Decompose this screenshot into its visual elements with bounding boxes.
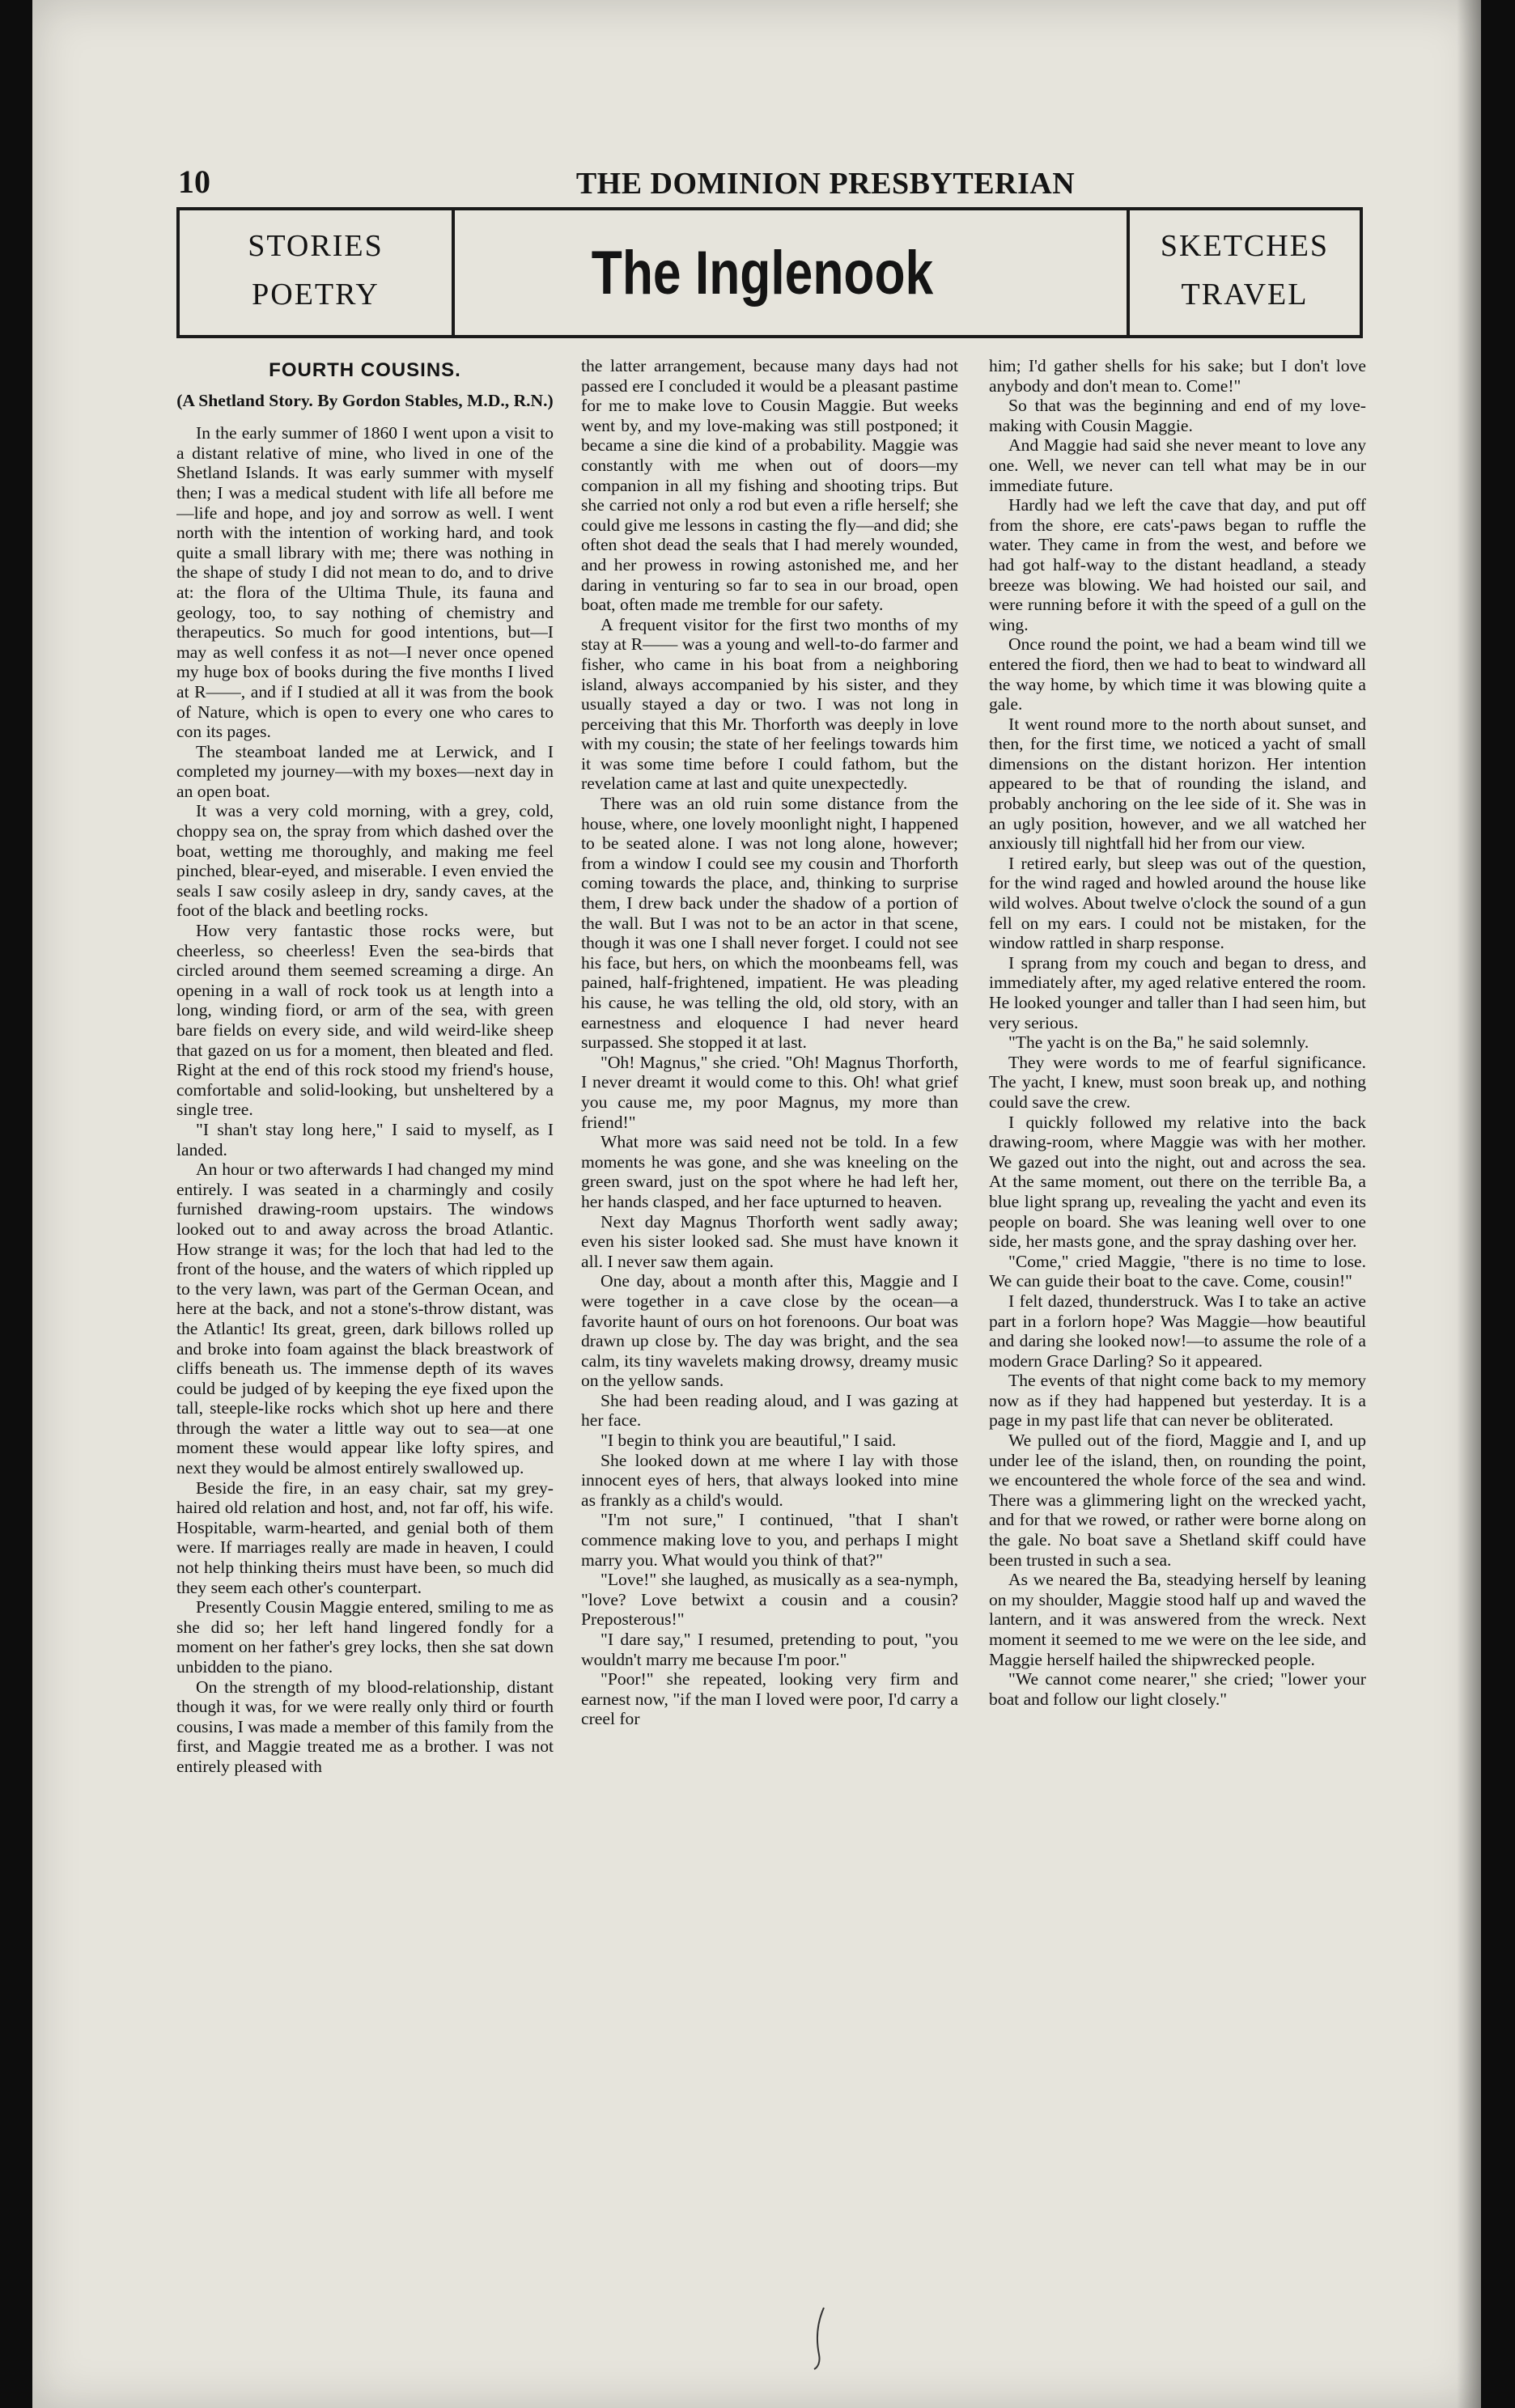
paragraph: Next day Magnus Thorforth went sadly away; even his sister looked sad. She must have known it all. I never saw them again.	[581, 1211, 958, 1271]
paragraph: I sprang from my couch and began to dress, and immediately after, my aged relative entered the room. He looked younger and taller than I had seen him, but very serious.	[989, 952, 1366, 1032]
paragraph: An hour or two afterwards I had changed my mind entirely. I was seated in a charmingly and cosily furnished drawing-room upstairs. The windows looked out to and away across the broad Atlantic. How strange it was; for the loch that had led to the front of the house, and the waters of which rippled up to the very lawn, was part of the German Ocean, and here at the back, and not a stone's-throw distant, was the Atlantic! Its great, green, dark billows rolled up and broke into foam against the black breastwork of cliffs beneath us. The immense depth of its waves could be judged of by keeping the eye fixed upon the tall, steeple-like rocks which shot up here and there through the water a little way out to sea—at one moment these would appear like lofty spires, and next they would be almost entirely swallowed up.	[176, 1159, 554, 1478]
paragraph: "Oh! Magnus," she cried. "Oh! Magnus Thorforth, I never dreamt it would come to this. Oh! what grief you cause me, my poor Magnus, my more than friend!"	[581, 1052, 958, 1132]
paragraph: him; I'd gather shells for his sake; but I don't love anybody and don't mean to. Come!"	[989, 356, 1366, 396]
paragraph: I felt dazed, thunderstruck. Was I to take an active part in a forlorn hope? Was Maggie—how beautiful and daring she looked now!—to assume the role of a modern Grace Darling? So it appeared.	[989, 1291, 1366, 1371]
paragraph: There was an old ruin some distance from the house, where, one lovely moonlight night, I happened to be seated alone. I was not long alone, however; from a window I could see my cousin and Thorforth coming towards the place, and, thinking to surprise them, I drew back under the shadow of a portion of the wall. But I was not to be an actor in that scene, though it was one I shall never forget. I could not see his face, but hers, on which the moonbeams fell, was pained, half-frightened, impatient. He was pleading his cause, he was telling the old, old story, with an earnestness and eloquence I had never heard surpassed. She stopped it at last.	[581, 794, 958, 1053]
paragraph: As we neared the Ba, steadying herself by leaning on my shoulder, Maggie stood half up and waved the lantern, and it was answered from the wreck. Next moment it seemed to me we were on the lee side, and Maggie herself hailed the shipwrecked people.	[989, 1570, 1366, 1669]
paragraph: the latter arrangement, because many days had not passed ere I concluded it would be a pleasant pastime for me to make love to Cousin Maggie. But weeks went by, and my love-making was still postponed; it became a sine die kind of a probability. Maggie was constantly with me when out of doors—my companion in all my fishing and shooting trips. But she carried not only a rod but even a rifle herself; she could give me lessons in casting the fly—and did; she often shot dead the seals that I had merely wounded, and her prowess in rowing astonished me, and her daring in venturing so far to sea in our broad, open boat, often made me tremble for our safety.	[581, 356, 958, 615]
paragraph: We pulled out of the fiord, Maggie and I, and up under lee of the island, then, on rounding the point, we encountered the whole force of the sea and wind. There was a glimmering light on the wrecked yacht, and for that we rowed, or rather were borne along on the gale. No boat save a Shetland skiff could have been trusted in such a sea.	[989, 1431, 1366, 1570]
paragraph: I retired early, but sleep was out of the question, for the wind raged and howled around the house like wild wolves. About twelve o'clock the sound of a gun fell on my ears. I could not be mistaken, for the window rattled in sharp response.	[989, 853, 1366, 953]
paragraph: "Love!" she laughed, as musically as a sea-nymph, "love? Love betwixt a cousin and a cousin? Preposterous!"	[581, 1570, 958, 1630]
banner-label-stories: STORIES	[248, 229, 384, 263]
paragraph: I quickly followed my relative into the back drawing-room, where Maggie was with her mother. We gazed out into the night, out and across the sea. At the same moment, out there on the terrible Ba, a blue light sprang up, revealing the yacht and even its people on board. She was leaning well over to one side, her masts gone, and the spray dashing over her.	[989, 1112, 1366, 1252]
paragraph: What more was said need not be told. In a few moments he was gone, and she was kneeling on the green sward, just on the spot where he had left her, her hands clasped, and her face upturned to heaven.	[581, 1132, 958, 1211]
page-edge-shadow	[1457, 0, 1481, 2408]
banner-right-box	[1127, 210, 1360, 335]
paragraph: The steamboat landed me at Lerwick, and I completed my journey—with my boxes—next day in an open boat.	[176, 741, 554, 801]
column-3	[989, 356, 1366, 2282]
banner-label-poetry: POETRY	[252, 278, 380, 312]
paragraph: The events of that night come back to my memory now as if they had happened but yesterday. It is a page in my past life that can never be obliterated.	[989, 1371, 1366, 1431]
paragraph: In the early summer of 1860 I went upon a visit to a distant relative of mine, who lived in one of the Shetland Islands. It was early summer with myself then; I was a medical student with life all before me—life and hope, and joy and sorrow as well. I went north with the intention of working hard, and took quite a small library with me; there was nothing in the shape of study I did not mean to do, and to drive at: the flora of the Ultima Thule, its fauna and geology, too, to say nothing of chemistry and therapeutics. So much for good intentions, but—I may as well confess it as not—I never once opened my huge box of books during the five months I lived at R——, and if I studied at all it was from the book of Nature, which is open to every one who cares to con its pages.	[176, 423, 554, 742]
banner-center-box	[455, 210, 1070, 335]
paragraph: On the strength of my blood-relationship, distant though it was, for we were really only third or fourth cousins, I was made a member of this family from the first, and Maggie treated me as a brother. I was not entirely pleased with	[176, 1677, 554, 1776]
paragraph: A frequent visitor for the first two months of my stay at R—— was a young and well-to-do farmer and fisher, who came in his boat from a neighboring island, always accompanied by his sister, and they usually stayed a day or two. I was not long in perceiving that this Mr. Thorforth was deeply in love with my cousin; the state of her feelings towards him it was some time before I could fathom, but the revelation came at last and quite unexpectedly.	[581, 614, 958, 794]
column-3-body	[989, 356, 1366, 1709]
paragraph: So that was the beginning and end of my love-making with Cousin Maggie.	[989, 396, 1366, 435]
page-number: 10	[178, 163, 210, 200]
paragraph: "I begin to think you are beautiful," I said.	[600, 1431, 897, 1451]
column-2	[581, 356, 958, 2282]
story-byline: (A Shetland Story. By Gordon Stables, M.D., R.N.)	[176, 390, 554, 410]
banner-label-sketches: SKETCHES	[1160, 229, 1330, 263]
banner-left-box	[180, 210, 455, 335]
paragraph: Presently Cousin Maggie entered, smiling to me as she did so; her left hand lingered fondly for a moment on her father's grey locks, then she sat down unbidden to the piano.	[176, 1597, 554, 1677]
paragraph: "I dare say," I resumed, pretending to pout, "you wouldn't marry me because I'm poor."	[581, 1630, 958, 1669]
column-2-body	[581, 356, 958, 1729]
paragraph: They were words to me of fearful significance. The yacht, I knew, must soon break up, and nothing could save the crew.	[989, 1052, 1366, 1112]
paragraph: "The yacht is on the Ba," he said solemnly.	[1008, 1032, 1309, 1053]
column-1-body	[176, 423, 554, 1776]
section-title: The Inglenook	[591, 239, 934, 307]
banner-label-travel: TRAVEL	[1181, 278, 1309, 312]
paragraph: "Poor!" she repeated, looking very firm and earnest now, "if the man I loved were poor, I'd carry a creel for	[581, 1669, 958, 1729]
paragraph: "Come," cried Maggie, "there is no time to lose. We can guide their boat to the cave. Come, cousin!"	[989, 1251, 1366, 1291]
paragraph: And Maggie had said she never meant to love any one. Well, we never can tell what may be in our immediate future.	[989, 435, 1366, 495]
paragraph: Hardly had we left the cave that day, and put off from the shore, ere cats'-paws began to ruffle the water. They came in from the west, and before we had got half-way to the distant headland, a steady breeze was blowing. We had hoisted our sail, and were running before it with the speed of a gull on the wing.	[989, 495, 1366, 634]
article-columns	[176, 356, 1366, 2282]
pencil-mark	[809, 2306, 834, 2371]
paragraph: Once round the point, we had a beam wind till we entered the fiord, then we had to beat to windward all the way home, by which time it was blowing quite a gale.	[989, 634, 1366, 714]
paragraph: "I'm not sure," I continued, "that I shan't commence making love to you, and perhaps I might marry you. What would you think of that?"	[581, 1510, 958, 1570]
paragraph: "I shan't stay long here," I said to myself, as I landed.	[176, 1119, 554, 1159]
paragraph: Beside the fire, in an easy chair, sat my grey-haired old relation and host, and, not far off, his wife. Hospitable, warm-hearted, and genial both of them were. If marriages really are made in heaven, I could not help thinking theirs must have been, so much did they seem each other's counterpart.	[176, 1477, 554, 1597]
paragraph: "We cannot come nearer," she cried; "lower your boat and follow our light closely."	[989, 1669, 1366, 1709]
paragraph: It was a very cold morning, with a grey, cold, choppy sea on, the spray from which dashed over the boat, wetting me thoroughly, and making me feel pinched, blear-eyed, and miserable. I even envied the seals I saw cosily asleep in dry, sandy caves, at the foot of the black and beetling rocks.	[176, 801, 554, 921]
paragraph: She looked down at me where I lay with those innocent eyes of hers, that always looked into mine as frankly as a child's would.	[581, 1450, 958, 1510]
column-1	[176, 356, 554, 2282]
paragraph: She had been reading aloud, and I was gazing at her face.	[581, 1390, 958, 1431]
journal-title: THE DOMINION PRESBYTERIAN	[575, 167, 1076, 201]
section-banner	[176, 207, 1363, 338]
paragraph: It went round more to the north about sunset, and then, for the first time, we noticed a yacht of small dimensions on the distant horizon. Her intention appeared to be that of rounding the island, and probably anchoring on the lee side of it. She was in an ugly position, however, and we all watched her anxiously till nightfall hid her from our view.	[989, 714, 1366, 854]
paragraph: One day, about a month after this, Maggie and I were together in a cave close by the ocean—a favorite haunt of ours on hot forenoons. Our boat was drawn up close by. The day was bright, and the sea calm, its tiny wavelets making drowsy, dreamy music on the yellow sands.	[581, 1271, 958, 1391]
paragraph: How very fantastic those rocks were, but cheerless, so cheerless! Even the sea-birds that circled around them seemed screaming a dirge. An opening in a wall of rock took us at length into a long, winding fiord, or arm of the sea, with green bare fields on every side, and wild weird-like sheep that gazed on us for a moment, then bleated and fled. Right at the end of this rock stood my friend's house, comfortable and solid-looking, but unsheltered by a single tree.	[176, 921, 554, 1120]
story-title: FOURTH COUSINS.	[269, 359, 461, 381]
newspaper-page	[32, 0, 1481, 2408]
